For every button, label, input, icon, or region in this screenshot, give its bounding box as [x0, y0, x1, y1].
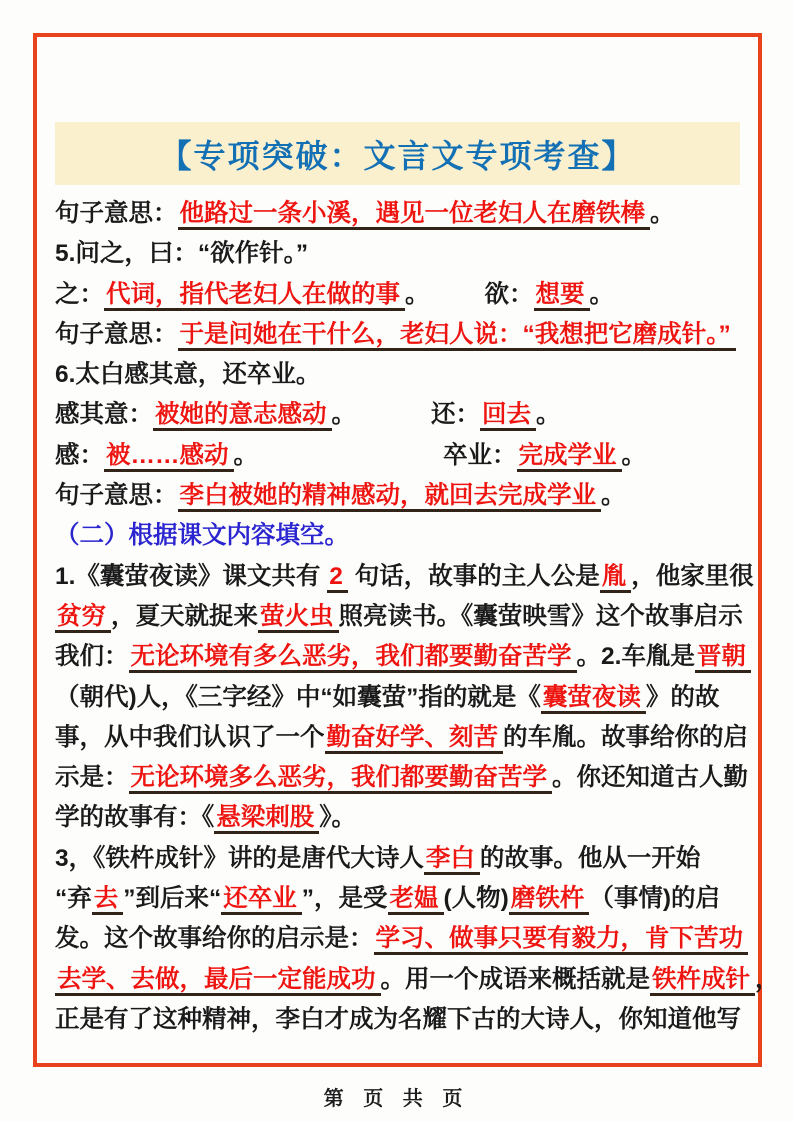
- title-banner: [55, 122, 740, 185]
- answer-blank: 贫穷: [55, 603, 111, 633]
- text-segment: 还：: [431, 401, 480, 429]
- text-segment: 感：: [55, 441, 104, 469]
- answer-blank: 胤: [600, 563, 632, 593]
- text-segment: 感其意：: [55, 401, 153, 429]
- answer-blank: 囊萤夜读: [541, 684, 646, 714]
- text-line: [55, 839, 749, 879]
- text-segment: 1.《囊萤夜读》课文共有: [55, 562, 328, 590]
- answer-blank: 被……感动: [104, 442, 234, 472]
- answer-blank: 被她的意志感动: [153, 401, 332, 431]
- text-segment: 的故事。他从一开始: [479, 844, 701, 872]
- footer-page-label: 第 页 共 页: [323, 1088, 470, 1110]
- text-segment: ，夏天就捉来: [111, 602, 258, 630]
- text-segment: 正是有了这种精神，李白才成为名耀下古的大诗人，你知道他写: [55, 1005, 741, 1033]
- text-segment: 6.太白感其意，还卒业。: [55, 361, 321, 389]
- answer-blank: 萤火虫: [258, 603, 339, 633]
- text-line: [55, 476, 749, 516]
- column-gap: [430, 301, 485, 302]
- text-segment: 卒业：: [443, 441, 517, 469]
- answer-blank: 还卒业: [221, 885, 302, 915]
- answer-blank: 学习、做事只要有毅力，肯下苦功: [374, 925, 749, 955]
- content-lines: [55, 194, 780, 1040]
- text-segment: 。: [601, 482, 626, 510]
- text-line: [55, 637, 749, 677]
- text-line: [55, 758, 749, 798]
- text-segment: 。: [331, 401, 356, 429]
- text-segment: 事，从中我们认识了一个: [55, 723, 325, 751]
- text-segment: 发。这个故事给你的启示是：: [55, 925, 374, 953]
- answer-blank: 李白: [424, 845, 480, 875]
- text-line: [55, 960, 780, 1000]
- text-segment: 句子意思：: [55, 200, 178, 227]
- text-segment: 。你还知道古人勤: [552, 764, 748, 792]
- text-line: [55, 557, 754, 597]
- text-segment: ”到后来“: [123, 885, 222, 913]
- answer-blank: 去学、去做，最后一定能成功: [55, 966, 381, 996]
- text-line: [55, 355, 749, 395]
- text-line: [55, 194, 749, 234]
- answer-blank: 晋朝: [695, 643, 751, 673]
- text-segment: 。: [536, 401, 561, 429]
- answer-blank: 勤奋好学、刻苦: [325, 724, 504, 754]
- answer-blank: 于是问她在干什么，老妇人说：“我想把它磨成针。”: [178, 321, 736, 351]
- text-segment: 句子意思：: [55, 320, 178, 348]
- text-line: [55, 436, 749, 476]
- page-footer: [0, 1082, 793, 1111]
- text-segment: 。2.车胤是: [576, 643, 695, 671]
- answer-blank: 2: [327, 563, 348, 593]
- text-line: [55, 798, 749, 838]
- text-segment: 的车胤。故事给你的启: [503, 723, 748, 751]
- text-segment: 。: [233, 441, 258, 469]
- text-line: [55, 879, 749, 919]
- text-line: [55, 718, 749, 758]
- text-segment: 》。: [319, 804, 356, 832]
- text-segment: ，: [755, 965, 780, 993]
- answer-blank: 去: [92, 885, 124, 915]
- answer-blank: 悬梁刺股: [214, 804, 319, 834]
- text-segment: 5.问之，曰：“欲作针。”: [55, 240, 309, 268]
- text-segment: 学的故事有：《: [55, 804, 215, 832]
- text-segment: ”，是受: [301, 885, 388, 913]
- text-line: [55, 678, 749, 718]
- text-line: [55, 315, 749, 355]
- text-segment: 。: [405, 280, 430, 308]
- answer-blank: 无论环境有多么恶劣，我们都要勤奋苦学: [129, 643, 577, 673]
- text-segment: 。: [650, 200, 675, 227]
- answer-blank: 他路过一条小溪，遇见一位老妇人在磨铁棒: [178, 200, 651, 230]
- answer-blank: 磨铁杵: [509, 885, 590, 915]
- answer-blank: 李白被她的精神感动，就回去完成学业: [178, 482, 602, 512]
- answer-blank: 无论环境多么恶劣，我们都要勤奋苦学: [129, 764, 553, 794]
- section-header: [55, 516, 749, 556]
- text-segment: 欲：: [484, 280, 534, 308]
- text-segment: (人物): [443, 885, 509, 913]
- answer-blank: 回去: [480, 401, 536, 431]
- text-line: [55, 919, 749, 959]
- column-gap: [356, 421, 431, 422]
- text-segment: 照亮读书。《囊萤映雪》这个故事启示: [338, 602, 743, 630]
- text-segment: 示是：: [55, 764, 129, 792]
- text-segment: 。: [589, 280, 614, 308]
- text-segment: 3，《铁杵成针》讲的是唐代大诗人: [55, 844, 424, 872]
- text-line: [55, 395, 749, 435]
- text-line: [55, 234, 749, 274]
- text-segment: ，他家里很: [631, 562, 754, 590]
- text-line: [55, 597, 749, 637]
- answer-blank: 代词，指代老妇人在做的事: [104, 281, 405, 311]
- text-line: [55, 275, 749, 315]
- text-segment: 。: [621, 441, 646, 469]
- section-title-text: （二）根据课文内容填空。: [55, 522, 349, 550]
- text-segment: 》的故: [645, 683, 720, 711]
- text-segment: （事情)的启: [589, 885, 720, 913]
- text-segment: “弃: [55, 885, 92, 913]
- text-segment: 句子意思：: [55, 482, 178, 510]
- answer-blank: 完成学业: [517, 442, 622, 472]
- text-segment: 句话，故事的主人公是: [347, 562, 600, 590]
- text-segment: 我们：: [55, 643, 129, 671]
- answer-blank: 想要: [534, 281, 590, 311]
- text-segment: （朝代)人，《三字经》中“如囊萤”指的就是《: [55, 683, 541, 711]
- text-segment: 。用一个成语来概括就是: [380, 965, 650, 993]
- column-gap: [258, 462, 443, 463]
- text-segment: 之：: [55, 280, 104, 308]
- text-line: [55, 1000, 749, 1040]
- page-title: 【专项突破：文言文专项考查】: [159, 137, 636, 174]
- answer-blank: 铁杵成针: [650, 966, 755, 996]
- answer-blank: 老媪: [388, 885, 444, 915]
